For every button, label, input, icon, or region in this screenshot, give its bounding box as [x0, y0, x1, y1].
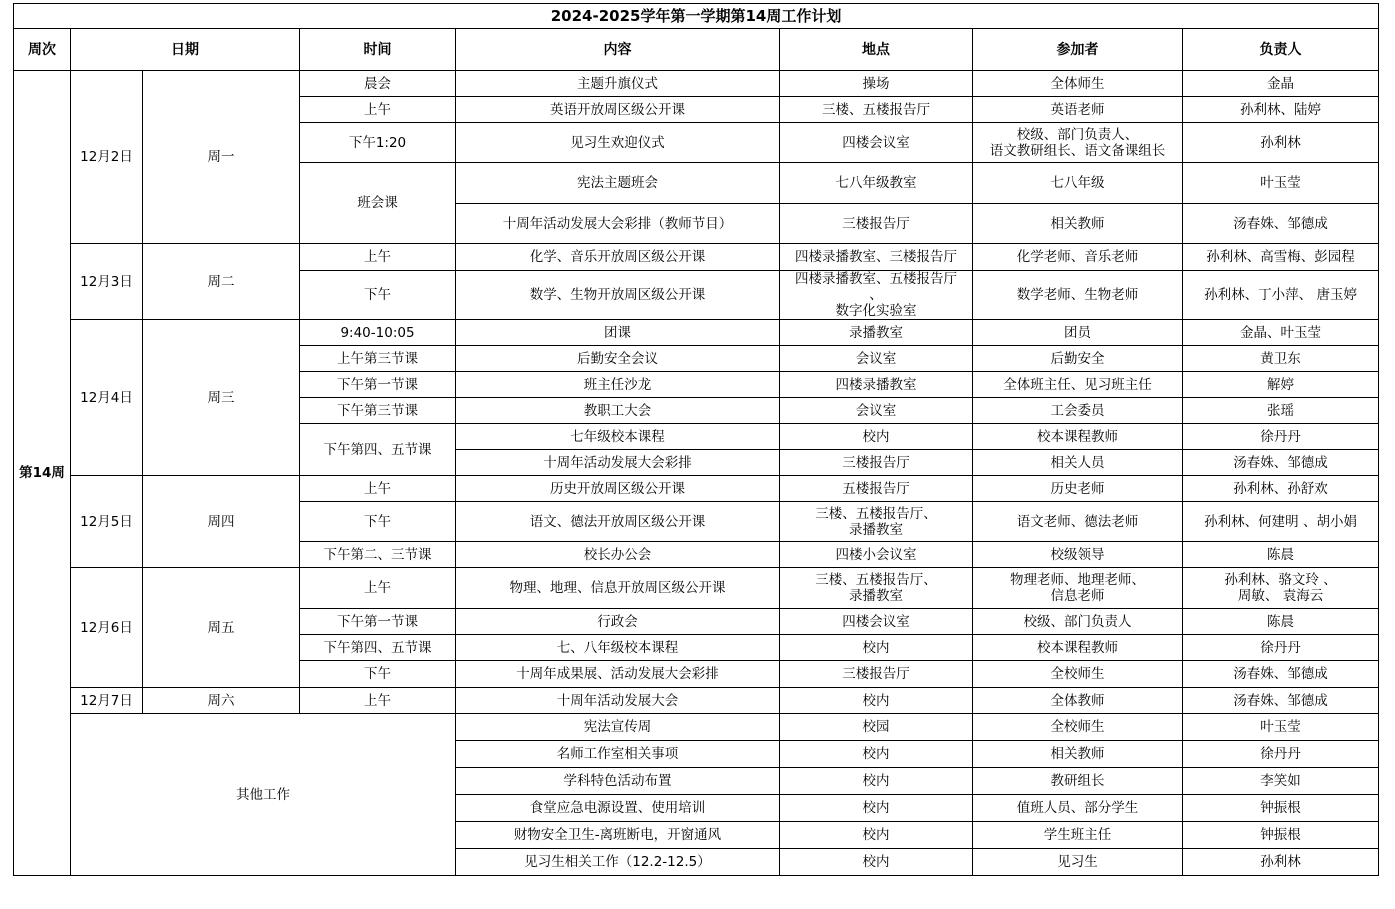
weekday-cell: 周五: [143, 568, 300, 688]
weekday-cell: 周一: [143, 71, 300, 244]
content-cell: 主题升旗仪式: [456, 71, 780, 97]
owner-cell: 汤春姝、邹德成: [1183, 450, 1379, 476]
place-cell: 校内: [780, 741, 973, 768]
owner-cell: 徐丹丹: [1183, 635, 1379, 661]
owner-cell: 孙利林、陆婷: [1183, 97, 1379, 123]
participants-cell: 相关人员: [973, 450, 1183, 476]
week-label: 第14周: [14, 71, 71, 876]
content-cell: 七、八年级校本课程: [456, 635, 780, 661]
header-participants: 参加者: [973, 29, 1183, 71]
time-cell: 晨会: [300, 71, 456, 97]
time-cell: 下午: [300, 271, 456, 320]
time-cell: 下午1:20: [300, 123, 456, 163]
place-cell: 四楼录播教室、五楼报告厅 、 数字化实验室: [780, 271, 973, 320]
owner-cell: 孙利林、骆文玲 、 周敏、 袁海云: [1183, 568, 1379, 609]
participants-cell: 团员: [973, 320, 1183, 346]
content-cell: 十周年活动发展大会彩排: [456, 450, 780, 476]
table-row: [14, 568, 1379, 609]
weekday-cell: 周四: [143, 476, 300, 568]
table-row: [14, 71, 1379, 97]
other-work-label: 其他工作: [71, 714, 456, 876]
place-cell: 四楼会议室: [780, 609, 973, 635]
content-cell: 历史开放周区级公开课: [456, 476, 780, 502]
time-cell: 下午第一节课: [300, 609, 456, 635]
header-date: 日期: [71, 29, 300, 71]
content-cell: 宪法宣传周: [456, 714, 780, 741]
owner-cell: 解婷: [1183, 372, 1379, 398]
time-cell: 上午: [300, 97, 456, 123]
participants-cell: 后勤安全: [973, 346, 1183, 372]
content-cell: 团课: [456, 320, 780, 346]
date-cell: 12月6日: [71, 568, 143, 688]
participants-cell: 学生班主任: [973, 822, 1183, 849]
page-title: 2024-2025学年第一学期第14周工作计划: [14, 4, 1379, 29]
header-owner: 负责人: [1183, 29, 1379, 71]
owner-cell: 陈晨: [1183, 542, 1379, 568]
place-cell: 操场: [780, 71, 973, 97]
owner-cell: 钟振根: [1183, 822, 1379, 849]
place-cell: 三楼报告厅: [780, 204, 973, 244]
place-cell: 三楼、五楼报告厅、 录播教室: [780, 502, 973, 542]
participants-cell: 物理老师、地理老师、 信息老师: [973, 568, 1183, 609]
participants-cell: 校级领导: [973, 542, 1183, 568]
place-cell: 三楼、五楼报告厅、 录播教室: [780, 568, 973, 609]
place-cell: 会议室: [780, 346, 973, 372]
date-cell: 12月2日: [71, 71, 143, 244]
owner-cell: 金晶、叶玉莹: [1183, 320, 1379, 346]
content-cell: 数学、生物开放周区级公开课: [456, 271, 780, 320]
header-week: 周次: [14, 29, 71, 71]
participants-cell: 全校师生: [973, 661, 1183, 688]
time-cell: 上午: [300, 476, 456, 502]
participants-cell: 校本课程教师: [973, 424, 1183, 450]
date-cell: 12月4日: [71, 320, 143, 476]
time-cell: 班会课: [300, 163, 456, 244]
owner-cell: 张瑶: [1183, 398, 1379, 424]
table-row: [14, 244, 1379, 271]
work-plan-table: [13, 3, 1379, 876]
time-cell: 上午第三节课: [300, 346, 456, 372]
content-cell: 十周年活动发展大会彩排（教师节目）: [456, 204, 780, 244]
place-cell: 校内: [780, 688, 973, 714]
content-cell: 见习生欢迎仪式: [456, 123, 780, 163]
header-time: 时间: [300, 29, 456, 71]
time-cell: 下午第四、五节课: [300, 635, 456, 661]
place-cell: 三楼、五楼报告厅: [780, 97, 973, 123]
date-cell: 12月5日: [71, 476, 143, 568]
weekday-cell: 周二: [143, 244, 300, 320]
participants-cell: 教研组长: [973, 768, 1183, 795]
place-cell: 三楼报告厅: [780, 661, 973, 688]
place-cell: 校内: [780, 795, 973, 822]
content-cell: 十周年活动发展大会: [456, 688, 780, 714]
owner-cell: 徐丹丹: [1183, 741, 1379, 768]
owner-cell: 孙利林: [1183, 849, 1379, 876]
owner-cell: 黄卫东: [1183, 346, 1379, 372]
participants-cell: 语文老师、德法老师: [973, 502, 1183, 542]
owner-cell: 汤春姝、邹德成: [1183, 661, 1379, 688]
date-cell: 12月7日: [71, 688, 143, 714]
time-cell: 下午第一节课: [300, 372, 456, 398]
place-cell: 会议室: [780, 398, 973, 424]
header-row: [14, 29, 1379, 71]
place-cell: 校内: [780, 849, 973, 876]
place-cell: 校内: [780, 768, 973, 795]
place-cell: 校园: [780, 714, 973, 741]
content-cell: 宪法主题班会: [456, 163, 780, 204]
participants-cell: 七八年级: [973, 163, 1183, 204]
table-row: [14, 688, 1379, 714]
time-cell: 下午第三节课: [300, 398, 456, 424]
content-cell: 化学、音乐开放周区级公开课: [456, 244, 780, 271]
owner-cell: 孙利林、高雪梅、彭园程: [1183, 244, 1379, 271]
owner-cell: 孙利林: [1183, 123, 1379, 163]
place-cell: 四楼录播教室、三楼报告厅: [780, 244, 973, 271]
participants-cell: 英语老师: [973, 97, 1183, 123]
content-cell: 见习生相关工作（12.2-12.5）: [456, 849, 780, 876]
place-cell: 三楼报告厅: [780, 450, 973, 476]
owner-cell: 孙利林、丁小萍、 唐玉婷: [1183, 271, 1379, 320]
place-cell: 五楼报告厅: [780, 476, 973, 502]
participants-cell: 全体教师: [973, 688, 1183, 714]
participants-cell: 校本课程教师: [973, 635, 1183, 661]
time-cell: 下午: [300, 502, 456, 542]
date-cell: 12月3日: [71, 244, 143, 320]
time-cell: 上午: [300, 244, 456, 271]
place-cell: 校内: [780, 635, 973, 661]
participants-cell: 相关教师: [973, 204, 1183, 244]
owner-cell: 金晶: [1183, 71, 1379, 97]
content-cell: 校长办公会: [456, 542, 780, 568]
time-cell: 下午: [300, 661, 456, 688]
content-cell: 七年级校本课程: [456, 424, 780, 450]
participants-cell: 见习生: [973, 849, 1183, 876]
weekday-cell: 周三: [143, 320, 300, 476]
time-cell: 下午第四、五节课: [300, 424, 456, 476]
participants-cell: 工会委员: [973, 398, 1183, 424]
content-cell: 物理、地理、信息开放周区级公开课: [456, 568, 780, 609]
participants-cell: 全体班主任、见习班主任: [973, 372, 1183, 398]
owner-cell: 钟振根: [1183, 795, 1379, 822]
owner-cell: 叶玉莹: [1183, 163, 1379, 204]
place-cell: 四楼小会议室: [780, 542, 973, 568]
owner-cell: 孙利林、何建明 、胡小娟: [1183, 502, 1379, 542]
owner-cell: 汤春姝、邹德成: [1183, 688, 1379, 714]
participants-cell: 历史老师: [973, 476, 1183, 502]
owner-cell: 汤春姝、邹德成: [1183, 204, 1379, 244]
owner-cell: 孙利林、孙舒欢: [1183, 476, 1379, 502]
time-cell: 上午: [300, 688, 456, 714]
place-cell: 七八年级教室: [780, 163, 973, 204]
content-cell: 名师工作室相关事项: [456, 741, 780, 768]
content-cell: 十周年成果展、活动发展大会彩排: [456, 661, 780, 688]
time-cell: 下午第二、三节课: [300, 542, 456, 568]
time-cell: 9:40-10:05: [300, 320, 456, 346]
table-row: [14, 320, 1379, 346]
content-cell: 教职工大会: [456, 398, 780, 424]
place-cell: 四楼录播教室: [780, 372, 973, 398]
time-cell: 上午: [300, 568, 456, 609]
owner-cell: 徐丹丹: [1183, 424, 1379, 450]
owner-cell: 李笑如: [1183, 768, 1379, 795]
place-cell: 校内: [780, 822, 973, 849]
table-row: [14, 476, 1379, 502]
content-cell: 行政会: [456, 609, 780, 635]
content-cell: 学科特色活动布置: [456, 768, 780, 795]
participants-cell: 全体师生: [973, 71, 1183, 97]
content-cell: 财物安全卫生-离班断电，开窗通风: [456, 822, 780, 849]
header-place: 地点: [780, 29, 973, 71]
header-content: 内容: [456, 29, 780, 71]
participants-cell: 全校师生: [973, 714, 1183, 741]
place-cell: 四楼会议室: [780, 123, 973, 163]
participants-cell: 相关教师: [973, 741, 1183, 768]
content-cell: 英语开放周区级公开课: [456, 97, 780, 123]
weekday-cell: 周六: [143, 688, 300, 714]
participants-cell: 校级、部门负责人、 语文教研组长、语文备课组长: [973, 123, 1183, 163]
participants-cell: 数学老师、生物老师: [973, 271, 1183, 320]
owner-cell: 叶玉莹: [1183, 714, 1379, 741]
content-cell: 语文、德法开放周区级公开课: [456, 502, 780, 542]
content-cell: 食堂应急电源设置、使用培训: [456, 795, 780, 822]
place-cell: 录播教室: [780, 320, 973, 346]
table-row: [14, 714, 1379, 741]
owner-cell: 陈晨: [1183, 609, 1379, 635]
place-cell: 校内: [780, 424, 973, 450]
participants-cell: 值班人员、部分学生: [973, 795, 1183, 822]
participants-cell: 化学老师、音乐老师: [973, 244, 1183, 271]
content-cell: 班主任沙龙: [456, 372, 780, 398]
content-cell: 后勤安全会议: [456, 346, 780, 372]
participants-cell: 校级、部门负责人: [973, 609, 1183, 635]
